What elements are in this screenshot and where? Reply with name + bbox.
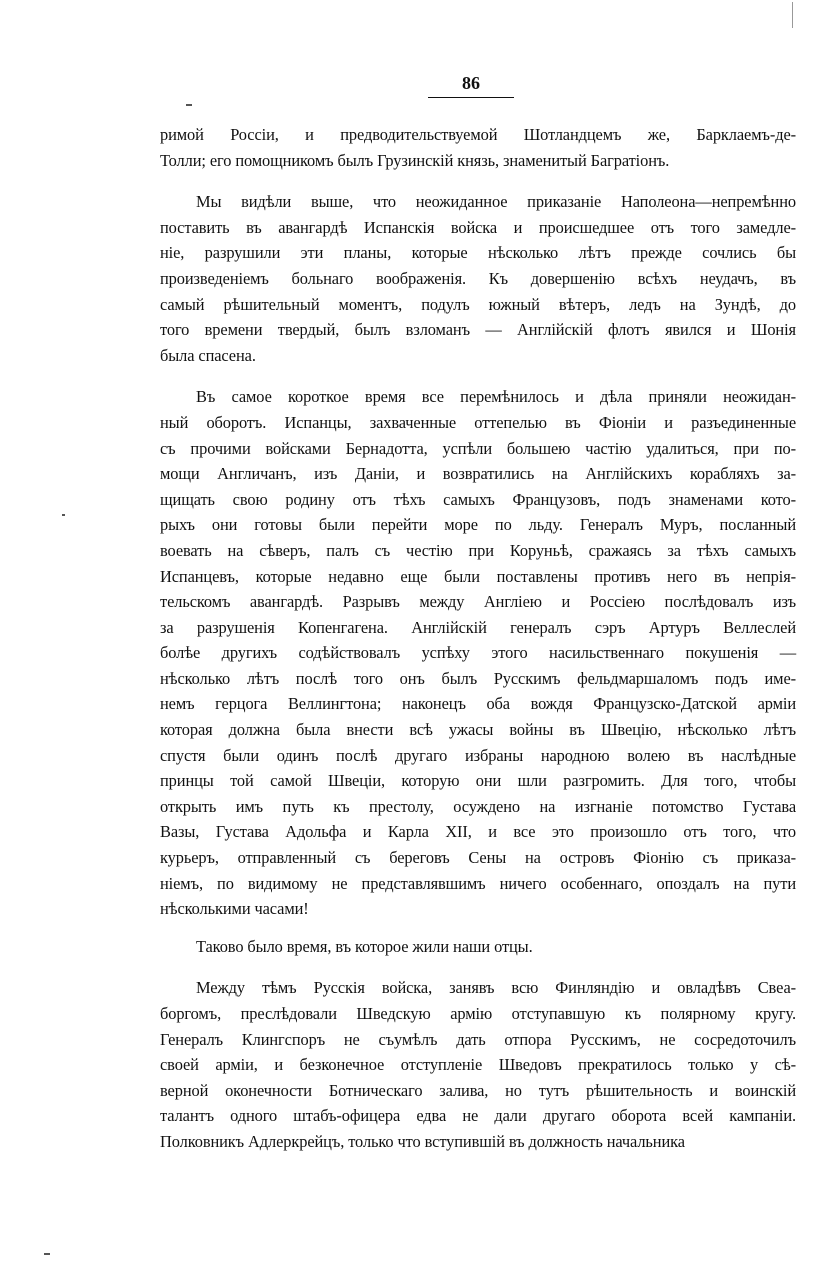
text-line: Полковникъ Адлеркрейцъ, только что вступившій въ должность начальника — [160, 1131, 685, 1151]
paragraph-5 — [160, 975, 796, 1154]
left-margin-mark-middle — [62, 514, 65, 516]
text-line: воевать на сѣверъ, палъ съ честію при Коруньѣ, сражаясь за тѣхъ самыхъ — [160, 540, 796, 560]
text-line: щищать свою родину отъ тѣхъ самыхъ Французовъ, подъ знаменами кото- — [160, 489, 796, 509]
text-line: болѣе другихъ содѣйствовалъ успѣху этого насильственнаго покушенія — — [160, 643, 796, 663]
paragraph-gap — [160, 959, 796, 975]
text-line: ніемъ, по видимому не представлявшимъ ничего особеннаго, опоздалъ на пути — [160, 873, 796, 893]
text-line: тельскомъ авангардѣ. Разрывъ между Англіею и Россіею послѣдовалъ изъ — [160, 592, 796, 612]
paragraph-3 — [160, 384, 796, 921]
text-line: своей арміи, и безконечное отступленіе Шведовъ прекратилось только у сѣ- — [160, 1055, 796, 1075]
text-line: Вазы, Густава Адольфа и Карла XII, и все это произошло отъ того, что — [160, 822, 796, 842]
page-number: 86 — [428, 73, 514, 98]
text-line: спустя были одинъ послѣ другаго избраны народною волею въ наслѣдные — [160, 745, 796, 765]
paragraph-gap — [160, 368, 796, 384]
text-line: Въ самое короткое время все перемѣнилось и дѣла приняли неожидан- — [196, 387, 796, 407]
text-line: нѣсколько лѣтъ послѣ того онъ былъ Русскимъ фельдмаршаломъ подъ име- — [160, 668, 796, 688]
text-line: курьеръ, отправленный съ береговъ Сены на островъ Фіонію съ приказа- — [160, 848, 796, 868]
text-line: была спасена. — [160, 345, 256, 365]
left-margin-mark-top — [186, 104, 192, 106]
paragraph-gap — [160, 922, 796, 934]
text-line: талантъ одного штабъ-офицера едва не дали другаго оборота всей кампаніи. — [160, 1106, 796, 1126]
text-line: Таково было время, въ которое жили наши отцы. — [196, 936, 533, 956]
text-line: открыть имъ путь къ престолу, осуждено на изгнаніе потомство Густава — [160, 796, 796, 816]
text-line: немъ герцога Веллингтона; наконецъ оба вождя Французско-Датской арміи — [160, 694, 796, 714]
text-line: Генералъ Клингспоръ не съумѣлъ дать отпора Русскимъ, не сосредоточилъ — [160, 1029, 796, 1049]
text-line: рыхъ они готовы были перейти море по льду. Генералъ Муръ, посланный — [160, 515, 796, 535]
right-edge-mark — [792, 2, 793, 28]
text-line: произведеніемъ больнаго воображенія. Къ довершенію всѣхъ неудачъ, въ — [160, 268, 796, 288]
paragraph-4 — [160, 934, 796, 960]
text-line: за разрушенія Копенгагена. Англійскій генералъ сэръ Артуръ Веллеслей — [160, 617, 796, 637]
text-body — [160, 122, 796, 1155]
text-line: съ прочими войсками Бернадотта, успѣли большею частію удалиться, при по- — [160, 438, 796, 458]
left-margin-mark-bottom — [44, 1253, 50, 1255]
text-line: того времени твердый, былъ взломанъ — Англійскій флотъ явился и Шонія — [160, 320, 796, 340]
text-line: принцы той самой Швеціи, которую они шли разгромить. Для того, чтобы — [160, 771, 796, 791]
text-line: самый рѣшительный моментъ, подулъ южный вѣтеръ, ледъ на Зундѣ, до — [160, 294, 796, 314]
text-line: Толли; его помощникомъ былъ Грузинскій князь, знаменитый Багратіонъ. — [160, 150, 670, 170]
text-line: Испанцевъ, которые недавно еще были поставлены противъ него въ непрія- — [160, 566, 796, 586]
text-line: ный оборотъ. Испанцы, захваченные оттепелью въ Фіоніи и разъединенные — [160, 412, 796, 432]
text-line: римой Россіи, и предводительствуемой Шотландцемъ же, Барклаемъ-де- — [160, 125, 796, 144]
text-line: боргомъ, преслѣдовали Шведскую армію отступавшую къ полярному кругу. — [160, 1004, 796, 1023]
text-line: ніе, разрушили эти планы, которые нѣсколько лѣтъ прежде сочлись бы — [160, 243, 796, 263]
text-line: Мы видѣли выше, что неожиданное приказаніе Наполеона—непремѣнно — [196, 192, 796, 212]
paragraph-gap — [160, 173, 796, 189]
text-line: верной оконечности Ботническаго залива, но тутъ рѣшительность и воинскій — [160, 1080, 796, 1100]
text-line: Между тѣмъ Русскія войска, занявъ всю Финляндію и овладѣвъ Свеа- — [196, 978, 796, 998]
text-line: которая должна была внести всѣ ужасы войны въ Швецію, нѣсколько лѣтъ — [160, 720, 796, 740]
text-line: мощи Англичанъ, изъ Даніи, и возвратились на Англійскихъ корабляхъ за- — [160, 464, 796, 484]
text-line: нѣсколькими часами! — [160, 899, 309, 919]
paragraph-2 — [160, 189, 796, 368]
paragraph-1 — [160, 122, 796, 173]
text-line: поставить въ авангардѣ Испанскія войска и происшедшее отъ того замедле- — [160, 217, 796, 237]
